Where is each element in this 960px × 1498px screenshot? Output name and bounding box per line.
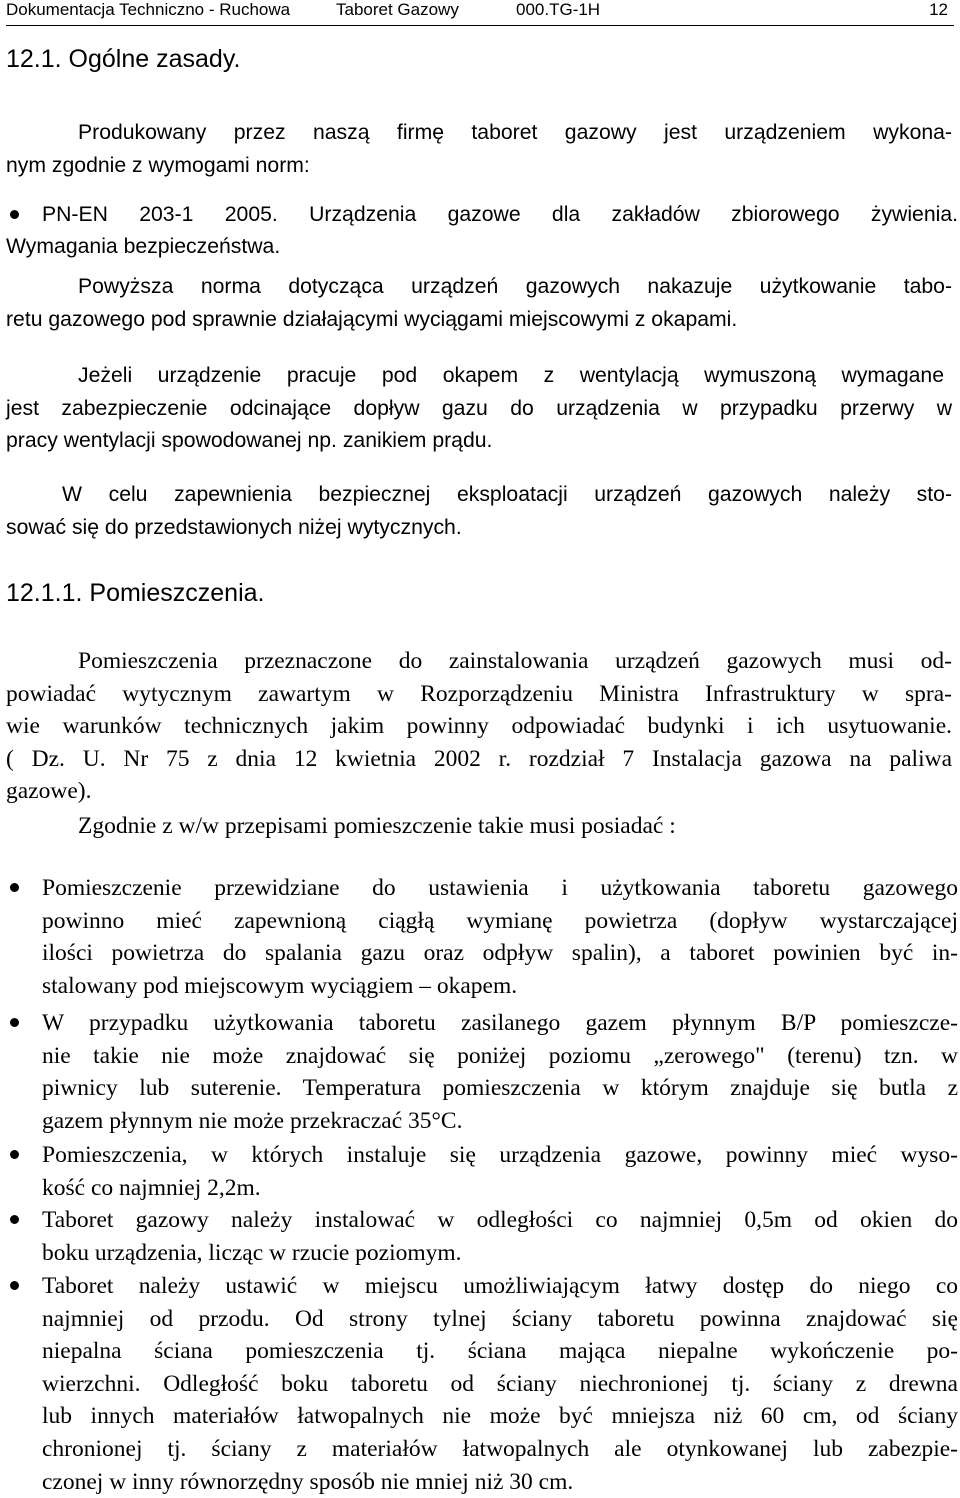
rooms-regulation-paragraph (6, 645, 952, 808)
header-product-code: 000.TG-1H (516, 0, 601, 19)
paragraph-line: Taboret należy ustawić w miejscu umożliwiającym łatwy dostęp do niego co (42, 1273, 958, 1299)
paragraph-line: gazowe). (6, 778, 92, 805)
header-page-number: 12 (929, 0, 948, 19)
paragraph-line: Pomieszczenie przewidziane do ustawienia i użytkowania taboretu gazowego (42, 875, 958, 901)
paragraph-line: nym zgodnie z wymogami norm: (6, 153, 310, 177)
paragraph-line: kość co najmniej 2,2m. (42, 1174, 261, 1201)
requirements-intro-paragraph (6, 810, 952, 843)
paragraph-line: nie takie nie może znajdować się poniżej poziomu „zerowego" (terenu) tzn. w (42, 1042, 958, 1069)
header-document-title: Dokumentacja Techniczno - Ruchowa (6, 0, 291, 19)
paragraph-line: wierzchni. Odległość boku taboretu od ściany niechronionej tj. ściany z drewna (42, 1370, 958, 1397)
bullet-icon (10, 210, 19, 219)
section-heading-rooms: 12.1.1. Pomieszczenia. (6, 579, 265, 607)
bullet-icon (10, 1150, 19, 1159)
paragraph-line: ilości powietrza do spalania gazu oraz odpływ spalin), a taboret powinien być in- (42, 940, 958, 967)
bullet-icon (10, 1281, 19, 1290)
page-header (6, 0, 954, 26)
paragraph-line: czonej w inny równorzędny sposób nie mniej niż 30 cm. (42, 1468, 574, 1495)
paragraph-line: Pomieszczenia, w których instaluje się urządzenia gazowe, powinny mieć wyso- (42, 1142, 958, 1168)
paragraph-line: lub innych materiałów łatwopalnych nie może być mniejsza niż 60 cm, od ściany (42, 1403, 958, 1430)
bullet-icon (10, 1018, 19, 1027)
ventilation-paragraph (6, 360, 952, 458)
paragraph-line: sować się do przedstawionych niżej wytycznych. (6, 515, 462, 539)
paragraph-line: niepalna ściana pomieszczenia tj. ściana mająca niepalne wykończenie po- (42, 1338, 958, 1365)
intro-paragraph (6, 117, 952, 182)
paragraph-line: PN-EN 203-1 2005. Urządzenia gazowe dla zakładów zbiorowego żywienia. (42, 203, 958, 226)
paragraph-line: stalowany pod miejscowym wyciągiem – okapem. (42, 972, 518, 999)
paragraph-line: Jeżeli urządzenie pracuje pod okapem z wentylacją wymuszoną wymagane (78, 364, 944, 387)
paragraph-line: W przypadku użytkowania taboretu zasilanego gazem płynnym B/P pomieszcze- (42, 1010, 958, 1036)
paragraph-line: powinno mieć zapewnioną ciągłą wymianę powietrza (dopływ wystarczającej (42, 907, 958, 934)
paragraph-line: Taboret gazowy należy instalować w odległości co najmniej 0,5m od okien do (42, 1207, 958, 1233)
norm-requirement-paragraph (6, 271, 952, 336)
paragraph-line: powiadać wytycznym zawartym w Rozporządzeniu Ministra Infrastruktury w spra- (6, 680, 952, 707)
safety-guidelines-paragraph (6, 479, 952, 544)
bullet-icon (10, 883, 19, 892)
paragraph-line: Zgodnie z w/w przepisami pomieszczenie takie musi posiadać : (78, 813, 676, 839)
paragraph-line: Pomieszczenia przeznaczone do zainstalowania urządzeń gazowych musi od- (78, 648, 952, 674)
paragraph-line: W celu zapewnienia bezpiecznej eksploatacji urządzeń gazowych należy sto- (62, 483, 952, 506)
paragraph-line: pracy wentylacji spowodowanej np. zanikiem prądu. (6, 429, 493, 453)
paragraph-line: ( Dz. U. Nr 75 z dnia 12 kwietnia 2002 r. rozdział 7 Instalacja gazowa na paliwa (6, 745, 952, 772)
paragraph-line: wie warunków technicznych jakim powinny odpowiadać budynki i ich usytuowanie. (6, 713, 952, 740)
paragraph-line: jest zabezpieczenie odcinające dopływ gazu do urządzenia w przypadku przerwy w (6, 396, 952, 420)
paragraph-line: Produkowany przez naszą firmę taboret gazowy jest urządzeniem wykona- (78, 121, 952, 144)
section-heading-general-rules: 12.1. Ogólne zasady. (6, 45, 241, 73)
paragraph-line: piwnicy lub suterenie. Temperatura pomieszczenia w którym znajduje się butla z (42, 1075, 958, 1102)
norm-bullet-continuation (6, 231, 952, 264)
header-product-name: Taboret Gazowy (336, 0, 459, 19)
paragraph-line: najmniej od przodu. Od strony tylnej ściany taboretu powinna znajdować się (42, 1305, 958, 1332)
paragraph-line: chronionej tj. ściany z materiałów łatwopalnych ale otynkowanej lub zabezpie- (42, 1435, 958, 1462)
paragraph-line: Wymagania bezpieczeństwa. (6, 235, 281, 258)
paragraph-line: gazem płynnym nie może przekraczać 35°C. (42, 1107, 463, 1134)
paragraph-line: Powyższa norma dotycząca urządzeń gazowych nakazuje użytkowanie tabo- (78, 275, 952, 298)
paragraph-line: retu gazowego pod sprawnie działającymi wyciągami miejscowymi z okapami. (6, 307, 738, 331)
paragraph-line: boku urządzenia, licząc w rzucie poziomym. (42, 1239, 462, 1266)
bullet-icon (10, 1215, 19, 1224)
